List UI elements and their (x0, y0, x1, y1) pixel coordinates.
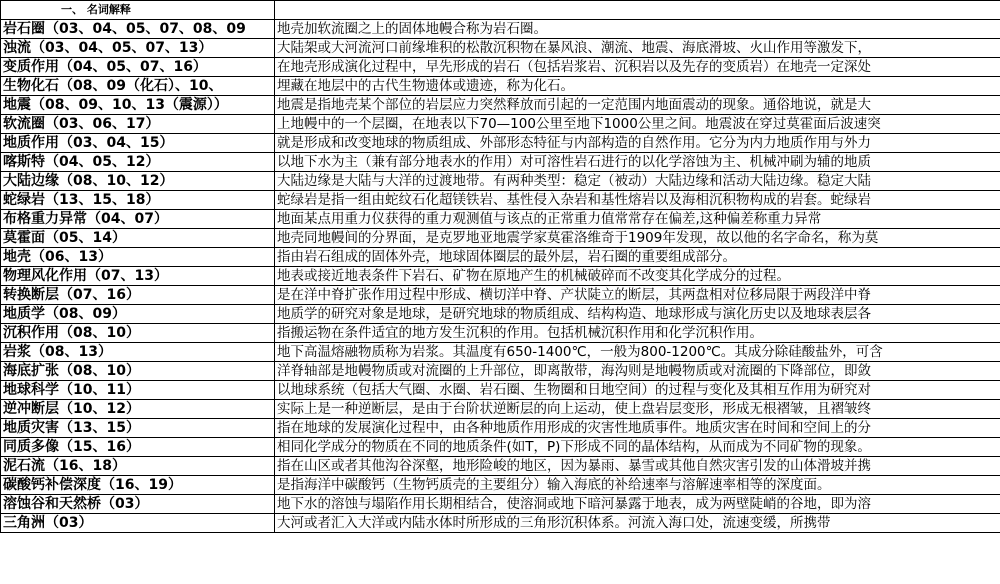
term-cell[interactable]: 溶蚀谷和天然桥（03） (1, 495, 275, 514)
definition-cell[interactable]: 在地壳形成演化过程中，早先形成的岩石（包括岩浆岩、沉积岩以及先存的变质岩）在地壳一定深处 (275, 58, 1000, 77)
term-cell[interactable]: 海底扩张（08、10） (1, 362, 275, 381)
term-cell[interactable]: 泥石流（16、18） (1, 457, 275, 476)
table-row (1, 191, 1000, 210)
term-cell[interactable]: 莫霍面（05、14） (1, 229, 275, 248)
definition-cell[interactable]: 就是形成和改变地球的物质组成、外部形态特征与内部构造的自然作用。它分为内力地质作用与外力 (275, 134, 1000, 153)
definition-cell[interactable]: 指在山区或者其他沟谷深壑，地形险峻的地区，因为暴雨、暴雪或其他自然灾害引发的山体滑坡并携 (275, 457, 1000, 476)
table-row (1, 153, 1000, 172)
definition-cell[interactable]: 相同化学成分的物质在不同的地质条件(如T，P)下形成不同的晶体结构，从而成为不同矿物的现象。 (275, 438, 1000, 457)
table-row (1, 210, 1000, 229)
term-cell[interactable]: 地质作用（03、04、15） (1, 134, 275, 153)
table-row (1, 39, 1000, 58)
definition-cell[interactable]: 是在洋中脊扩张作用过程中形成、横切洋中脊、产状陡立的断层，其两盘相对位移局限于两段洋中脊 (275, 286, 1000, 305)
table-row (1, 58, 1000, 77)
table-row (1, 324, 1000, 343)
definition-cell[interactable]: 地下水的溶蚀与塌陷作用长期相结合，使溶洞或地下暗河暴露于地表，成为两壁陡峭的谷地，即为溶 (275, 495, 1000, 514)
definition-cell[interactable]: 地面某点用重力仪获得的重力观测值与该点的正常重力值常常存在偏差,这种偏差称重力异常 (275, 210, 1000, 229)
term-cell[interactable]: 地球科学（10、11） (1, 381, 275, 400)
term-cell[interactable]: 生物化石（08、09（化石）、10、 (1, 77, 275, 96)
term-cell[interactable]: 地壳（06、13） (1, 248, 275, 267)
table-row (1, 20, 1000, 39)
header-row (1, 1, 1000, 20)
definition-cell[interactable]: 指搬运物在条件适宜的地方发生沉积的作用。包括机械沉积作用和化学沉积作用。 (275, 324, 1000, 343)
definition-cell[interactable]: 地下高温熔融物质称为岩浆。其温度有650-1400℃，一般为800-1200℃。其成分除硅酸盐外，可含 (275, 343, 1000, 362)
table-row (1, 267, 1000, 286)
table-row (1, 172, 1000, 191)
table-row (1, 96, 1000, 115)
definition-cell[interactable]: 指在地球的发展演化过程中，由各种地质作用形成的灾害性地质事件。地质灾害在时间和空间上的分 (275, 419, 1000, 438)
table-row (1, 248, 1000, 267)
table-row (1, 362, 1000, 381)
table-row (1, 457, 1000, 476)
term-cell[interactable]: 软流圈（03、06、17） (1, 115, 275, 134)
definition-cell[interactable]: 地壳加软流圈之上的固体地幔合称为岩石圈。 (275, 20, 1000, 39)
term-cell[interactable]: 三角洲（03） (1, 514, 275, 533)
section-title-cell[interactable]: 一、 名词解释 (1, 1, 275, 20)
table-row (1, 400, 1000, 419)
term-cell[interactable]: 转换断层（07、16） (1, 286, 275, 305)
table-row (1, 115, 1000, 134)
table-row (1, 381, 1000, 400)
definition-cell[interactable]: 洋脊轴部是地幔物质或对流圈的上升部位，即离散带，海沟则是地幔物质或对流圈的下降部位，即敛 (275, 362, 1000, 381)
term-cell[interactable]: 喀斯特（04、05、12） (1, 153, 275, 172)
term-cell[interactable]: 沉积作用（08、10） (1, 324, 275, 343)
term-cell[interactable]: 逆冲断层（10、12） (1, 400, 275, 419)
definition-cell[interactable]: 地质学的研究对象是地球，是研究地球的物质组成、结构构造、地球形成与演化历史以及地球表层各 (275, 305, 1000, 324)
table-row (1, 229, 1000, 248)
term-cell[interactable]: 蛇绿岩（13、15、18） (1, 191, 275, 210)
term-cell[interactable]: 大陆边缘（08、10、12） (1, 172, 275, 191)
definition-cell[interactable]: 以地球系统（包括大气圈、水圈、岩石圈、生物圈和日地空间）的过程与变化及其相互作用为研究对 (275, 381, 1000, 400)
definition-cell[interactable]: 以地下水为主（兼有部分地表水的作用）对可溶性岩石进行的以化学溶蚀为主、机械冲刷为辅的地质 (275, 153, 1000, 172)
term-cell[interactable]: 地震（08、09、10、13（震源）） (1, 96, 275, 115)
term-cell[interactable]: 岩石圈（03、04、05、07、08、09 (1, 20, 275, 39)
definition-cell[interactable]: 大陆边缘是大陆与大洋的过渡地带。有两种类型：稳定（被动）大陆边缘和活动大陆边缘。稳定大陆 (275, 172, 1000, 191)
table-row (1, 476, 1000, 495)
table-row (1, 305, 1000, 324)
term-cell[interactable]: 碳酸钙补偿深度（16、19） (1, 476, 275, 495)
term-cell[interactable]: 岩浆（08、13） (1, 343, 275, 362)
table-row (1, 419, 1000, 438)
term-cell[interactable]: 变质作用（04、05、07、16） (1, 58, 275, 77)
definition-cell[interactable]: 大河或者汇入大洋或内陆水体时所形成的三角形沉积体系。河流入海口处，流速变缓，所携带 (275, 514, 1000, 533)
term-cell[interactable]: 布格重力异常（04、07） (1, 210, 275, 229)
table-row (1, 343, 1000, 362)
definition-cell[interactable]: 大陆架或大河流河口前缘堆积的松散沉积物在暴风浪、潮流、地震、海底滑坡、火山作用等激发下， (275, 39, 1000, 58)
table-row (1, 514, 1000, 533)
term-cell[interactable]: 地质灾害（13、15） (1, 419, 275, 438)
definition-cell[interactable]: 指由岩石组成的固体外壳，地球固体圈层的最外层，岩石圈的重要组成部分。 (275, 248, 1000, 267)
table-row (1, 495, 1000, 514)
term-cell[interactable]: 同质多像（15、16） (1, 438, 275, 457)
term-cell[interactable]: 浊流（03、04、05、07、13） (1, 39, 275, 58)
definition-cell[interactable]: 蛇绿岩是指一组由蛇纹石化超镁铁岩、基性侵入杂岩和基性熔岩以及海相沉积物构成的岩套。蛇绿岩 (275, 191, 1000, 210)
definition-cell[interactable]: 埋藏在地层中的古代生物遗体或遗迹，称为化石。 (275, 77, 1000, 96)
table-row (1, 77, 1000, 96)
table-row (1, 438, 1000, 457)
definition-cell[interactable]: 上地幔中的一个层圈，在地表以下70—100公里至地下1000公里之间。地震波在穿过莫霍面后波速突 (275, 115, 1000, 134)
definition-cell[interactable]: 地表或接近地表条件下岩石、矿物在原地产生的机械破碎而不改变其化学成分的过程。 (275, 267, 1000, 286)
header-blank-cell[interactable] (275, 1, 1000, 20)
term-cell[interactable]: 物理风化作用（07、13） (1, 267, 275, 286)
definition-cell[interactable]: 是指海洋中碳酸钙（生物钙质壳的主要组分）输入海底的补给速率与溶解速率相等的深度面。 (275, 476, 1000, 495)
definition-cell[interactable]: 实际上是一种逆断层，是由于台阶状逆断层的向上运动，使上盘岩层变形，形成无根褶皱，且褶皱终 (275, 400, 1000, 419)
definition-cell[interactable]: 地壳同地幔间的分界面，是克罗地亚地震学家莫霍洛维奇于1909年发现，故以他的名字命名，称为莫 (275, 229, 1000, 248)
definition-cell[interactable]: 地震是指地壳某个部位的岩层应力突然释放而引起的一定范围内地面震动的现象。通俗地说，就是大 (275, 96, 1000, 115)
table-row (1, 286, 1000, 305)
table-row (1, 134, 1000, 153)
term-cell[interactable]: 地质学（08、09） (1, 305, 275, 324)
